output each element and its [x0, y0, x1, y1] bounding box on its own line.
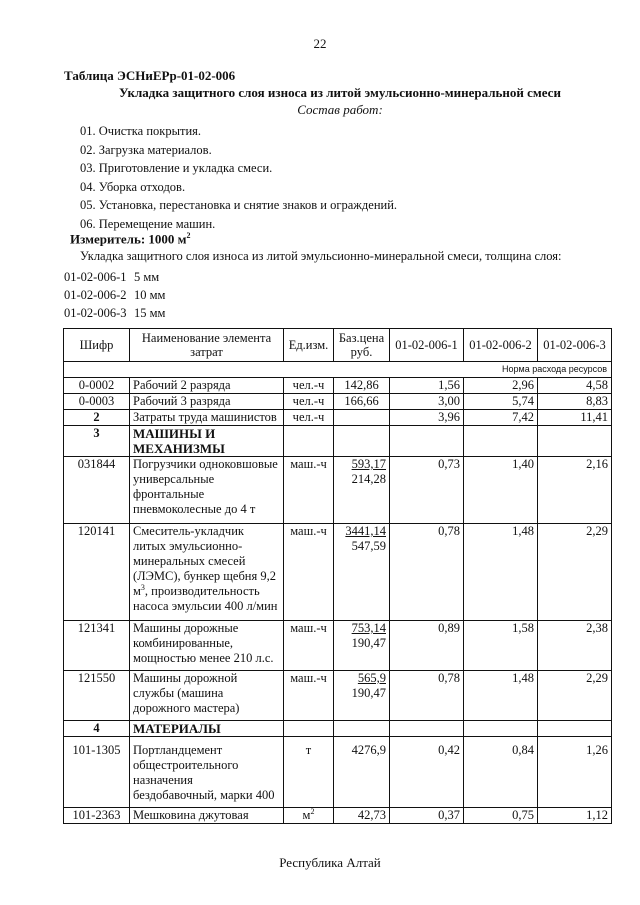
- cell-code: 0-0002: [64, 378, 130, 394]
- cell-name: Затраты труда машинистов: [130, 410, 284, 426]
- section-code: 4: [64, 721, 130, 737]
- cell-value-2: 0,84: [464, 737, 538, 808]
- cell-name-main: Смеситель-укладчик литых эмульсионно-минеральных смесей (ЛЭМС), бункер щебня 9,2 м: [133, 524, 276, 598]
- cell-value-3: 2,29: [538, 671, 612, 721]
- unit-sup: 2: [310, 806, 315, 816]
- cell-code: 101-2363: [64, 808, 130, 824]
- variant-value: 5 мм: [134, 270, 160, 284]
- cell-value-3: 1,12: [538, 808, 612, 824]
- measure-unit-sup: 2: [186, 231, 191, 240]
- variant-code: 01-02-006-1: [64, 270, 127, 284]
- price-base: 190,47: [351, 636, 386, 650]
- price-current: 3441,14: [345, 524, 386, 538]
- section-row-materials: [64, 721, 612, 737]
- cell-value-3: 8,83: [538, 394, 612, 410]
- cell-value-2: 1,40: [464, 457, 538, 524]
- price-current: 593,17: [351, 457, 386, 471]
- cell-price: [334, 621, 390, 671]
- cell-unit: чел.-ч: [284, 394, 334, 410]
- cell-value-1: 0,78: [390, 524, 464, 621]
- cell-value-2: [464, 721, 538, 737]
- norm-label: Норма расхода ресурсов: [64, 362, 612, 378]
- work-item: 05. Установка, перестановка и снятие знаков и ограждений.: [80, 198, 398, 212]
- measure-unit: [70, 231, 191, 247]
- cell-name: Погрузчики одноковшовые универсальные фронтальные пневмоколесные до 4 т: [130, 457, 284, 524]
- table-row: [64, 524, 612, 621]
- cell-value-1: [390, 721, 464, 737]
- work-item: 03. Приготовление и укладка смеси.: [80, 161, 273, 175]
- section-title: МАШИНЫ И МЕХАНИЗМЫ: [130, 426, 284, 457]
- cell-value-3: 4,58: [538, 378, 612, 394]
- work-composition-heading: Состав работ:: [297, 102, 383, 117]
- measure-unit-label: Измеритель: 1000 м: [70, 231, 187, 247]
- cell-value-3: 11,41: [538, 410, 612, 426]
- work-item: 04. Уборка отходов.: [80, 179, 186, 194]
- header-col-2: 01-02-006-2: [464, 329, 538, 362]
- cell-value-2: 5,74: [464, 394, 538, 410]
- header-name: Наименование элемента затрат: [130, 329, 284, 362]
- price-base: 214,28: [351, 472, 386, 486]
- variant-row: [64, 286, 165, 304]
- table-row: [64, 621, 612, 671]
- cell-value-1: 0,73: [390, 457, 464, 524]
- table-row: [64, 378, 612, 394]
- norm-label-row: [64, 362, 612, 378]
- cell-name: Рабочий 3 разряда: [130, 394, 284, 410]
- cell-price: [334, 457, 390, 524]
- variant-value: 15 мм: [134, 306, 166, 320]
- variant-row: [64, 268, 165, 286]
- header-unit: Ед.изм.: [284, 329, 334, 362]
- header-price: Баз.цена руб.: [334, 329, 390, 362]
- cell-unit: маш.-ч: [284, 671, 334, 721]
- cell-price: [334, 721, 390, 737]
- cell-unit: [284, 426, 334, 457]
- cell-code: 121341: [64, 621, 130, 671]
- header-code: Шифр: [64, 329, 130, 362]
- cell-value-1: 3,00: [390, 394, 464, 410]
- cell-value-2: 1,48: [464, 524, 538, 621]
- cell-unit: чел.-ч: [284, 378, 334, 394]
- variant-row: [64, 304, 165, 322]
- table-row: [64, 737, 612, 808]
- cell-unit: т: [284, 737, 334, 808]
- cell-price: 42,73: [334, 808, 390, 824]
- variant-value: 10 мм: [134, 288, 166, 302]
- cell-value-3: [538, 426, 612, 457]
- work-item: 01. Очистка покрытия.: [80, 124, 202, 138]
- cell-unit: маш.-ч: [284, 457, 334, 524]
- layer-description: Укладка защитного слоя износа из литой эмульсионно-минеральной смеси, толщина слоя:: [80, 249, 562, 263]
- cell-value-1: 0,42: [390, 737, 464, 808]
- cell-value-3: 2,38: [538, 621, 612, 671]
- cell-value-1: 0,78: [390, 671, 464, 721]
- cell-price: 166,66: [334, 394, 390, 410]
- work-item: 02. Загрузка материалов.: [80, 142, 212, 157]
- cell-name: Портландцемент общестроительного назначения бездобавочный, марки 400: [130, 737, 284, 808]
- cell-value-2: 1,48: [464, 671, 538, 721]
- cell-name: [130, 524, 284, 621]
- cell-price: 4276,9: [334, 737, 390, 808]
- cell-name-sup: 3: [140, 582, 145, 592]
- variant-code: 01-02-006-3: [64, 306, 127, 320]
- table-row: [64, 410, 612, 426]
- section-row-machines: [64, 426, 612, 457]
- section-code: 3: [64, 426, 130, 457]
- section-title: МАТЕРИАЛЫ: [130, 721, 284, 737]
- cell-unit: маш.-ч: [284, 621, 334, 671]
- work-list: [80, 122, 397, 233]
- page-number: 22: [313, 36, 327, 51]
- table-row: [64, 808, 612, 824]
- cell-value-3: 2,16: [538, 457, 612, 524]
- cell-value-1: 1,56: [390, 378, 464, 394]
- cell-name: Машины дорожные комбинированные, мощностью менее 210 л.с.: [130, 621, 284, 671]
- cell-price: 142,86: [334, 378, 390, 394]
- cell-value-1: 0,89: [390, 621, 464, 671]
- table-code: Таблица ЭСНиЕРр-01-02-006: [64, 68, 236, 83]
- cell-value-2: 1,58: [464, 621, 538, 671]
- cell-code: 0-0003: [64, 394, 130, 410]
- price-base: 190,47: [351, 686, 386, 700]
- cell-name: Машины дорожной службы (машина дорожного мастера): [130, 671, 284, 721]
- cell-unit: [284, 808, 334, 824]
- cell-code: 101-1305: [64, 737, 130, 808]
- cell-value-2: 7,42: [464, 410, 538, 426]
- variant-code: 01-02-006-2: [64, 288, 127, 302]
- cell-unit: маш.-ч: [284, 524, 334, 621]
- cell-code: 120141: [64, 524, 130, 621]
- cell-name: Мешковина джутовая: [130, 808, 284, 824]
- cell-price: [334, 426, 390, 457]
- price-base: 547,59: [351, 539, 386, 553]
- cell-value-2: 2,96: [464, 378, 538, 394]
- cell-value-1: 3,96: [390, 410, 464, 426]
- price-current: 753,14: [351, 621, 386, 635]
- cell-code: 031844: [64, 457, 130, 524]
- cell-value-1: 0,37: [390, 808, 464, 824]
- cell-unit: [284, 721, 334, 737]
- table-row: [64, 457, 612, 524]
- cell-value-3: 1,26: [538, 737, 612, 808]
- table-row: [64, 671, 612, 721]
- cell-price: [334, 524, 390, 621]
- table-row: [64, 394, 612, 410]
- price-current: 565,9: [357, 671, 386, 685]
- footer-region: Республика Алтай: [279, 855, 381, 870]
- header-col-1: 01-02-006-1: [390, 329, 464, 362]
- document-title: Укладка защитного слоя износа из литой эмульсионно-минеральной смеси: [119, 85, 561, 100]
- cell-value-3: [538, 721, 612, 737]
- cell-value-2: 0,75: [464, 808, 538, 824]
- cell-name-tail: , производительность насоса эмульсии 400 л/мин: [133, 584, 278, 613]
- cell-unit: чел.-ч: [284, 410, 334, 426]
- header-col-3: 01-02-006-3: [538, 329, 612, 362]
- resource-table: [63, 328, 612, 824]
- table-header-row: [64, 329, 612, 362]
- unit-main: м: [302, 808, 311, 822]
- cell-name: Рабочий 2 разряда: [130, 378, 284, 394]
- cell-price: [334, 410, 390, 426]
- cell-price: [334, 671, 390, 721]
- work-item: 06. Перемещение машин.: [80, 216, 216, 231]
- cell-value-1: [390, 426, 464, 457]
- cell-value-2: [464, 426, 538, 457]
- cell-code: 2: [64, 410, 130, 426]
- variant-list: [64, 268, 165, 322]
- cell-value-3: 2,29: [538, 524, 612, 621]
- cell-code: 121550: [64, 671, 130, 721]
